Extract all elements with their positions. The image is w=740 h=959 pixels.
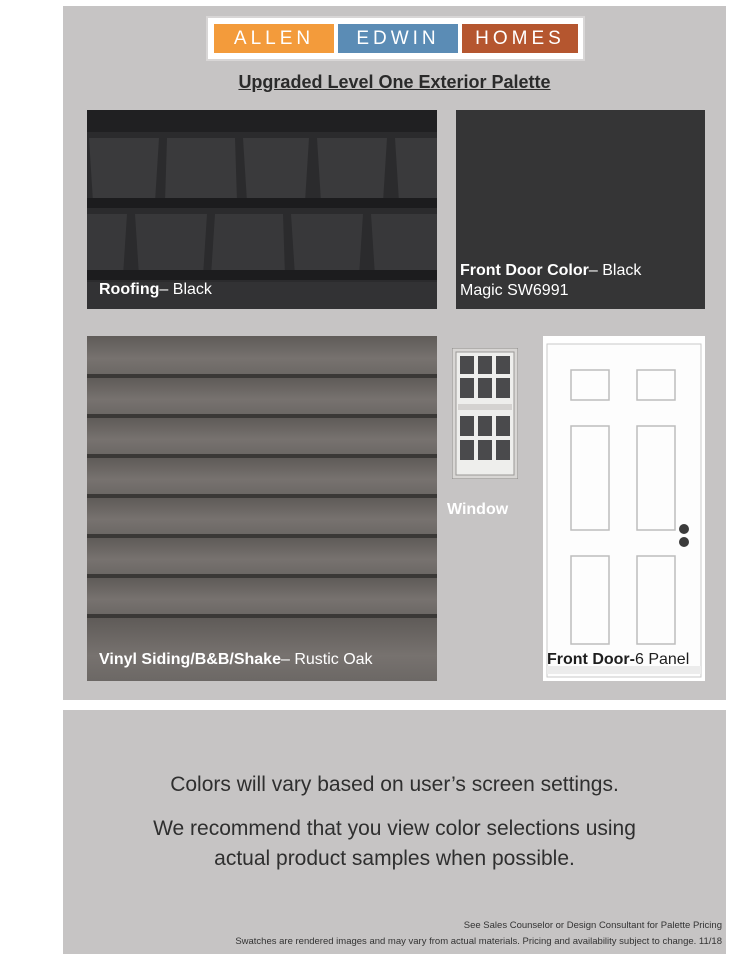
window-swatch <box>452 348 518 479</box>
roofing-swatch <box>87 110 437 309</box>
notice-line-2: We recommend that you view color selections using <box>153 817 636 840</box>
window-caption: Window <box>447 501 509 518</box>
brand-logo <box>206 16 585 61</box>
roofing-value: – Black <box>159 281 212 298</box>
roofing-caption <box>99 280 212 300</box>
front-door-color-value: – Black <box>588 262 642 279</box>
front-door-color-swatch <box>456 110 705 309</box>
six-panel-door-icon <box>543 336 705 681</box>
logo-edwin: EDWIN <box>338 24 458 53</box>
siding-label: Vinyl Siding/B&B/Shake <box>99 651 281 668</box>
front-door-label: Front Door- <box>547 651 635 668</box>
front-door-value: 6 Panel <box>634 651 690 668</box>
window-icon <box>452 348 518 479</box>
front-door-color-caption <box>460 261 641 301</box>
notice-line-1: Colors will vary based on user’s screen settings. <box>170 773 619 796</box>
logo-homes: HOMES <box>462 24 578 53</box>
front-door-caption <box>547 650 689 670</box>
page-title: Upgraded Level One Exterior Palette <box>238 72 551 92</box>
notice-line-3: actual product samples when possible. <box>214 847 575 870</box>
front-door-swatch <box>543 336 705 681</box>
siding-caption <box>99 650 373 670</box>
siding-value: – Rustic Oak <box>280 651 373 668</box>
pricing-note: See Sales Counselor or Design Consultant for Palette Pricing <box>463 920 722 931</box>
disclaimer-note: Swatches are rendered images and may vary from actual materials. Pricing and availability subject to change. 11/18 <box>235 936 722 947</box>
siding-texture <box>87 336 437 681</box>
logo-allen: ALLEN <box>214 24 334 53</box>
roofing-label: Roofing <box>99 281 160 298</box>
front-door-color-value-line2: Magic SW6991 <box>460 282 569 299</box>
siding-swatch <box>87 336 437 681</box>
front-door-color-label: Front Door Color <box>460 262 589 279</box>
